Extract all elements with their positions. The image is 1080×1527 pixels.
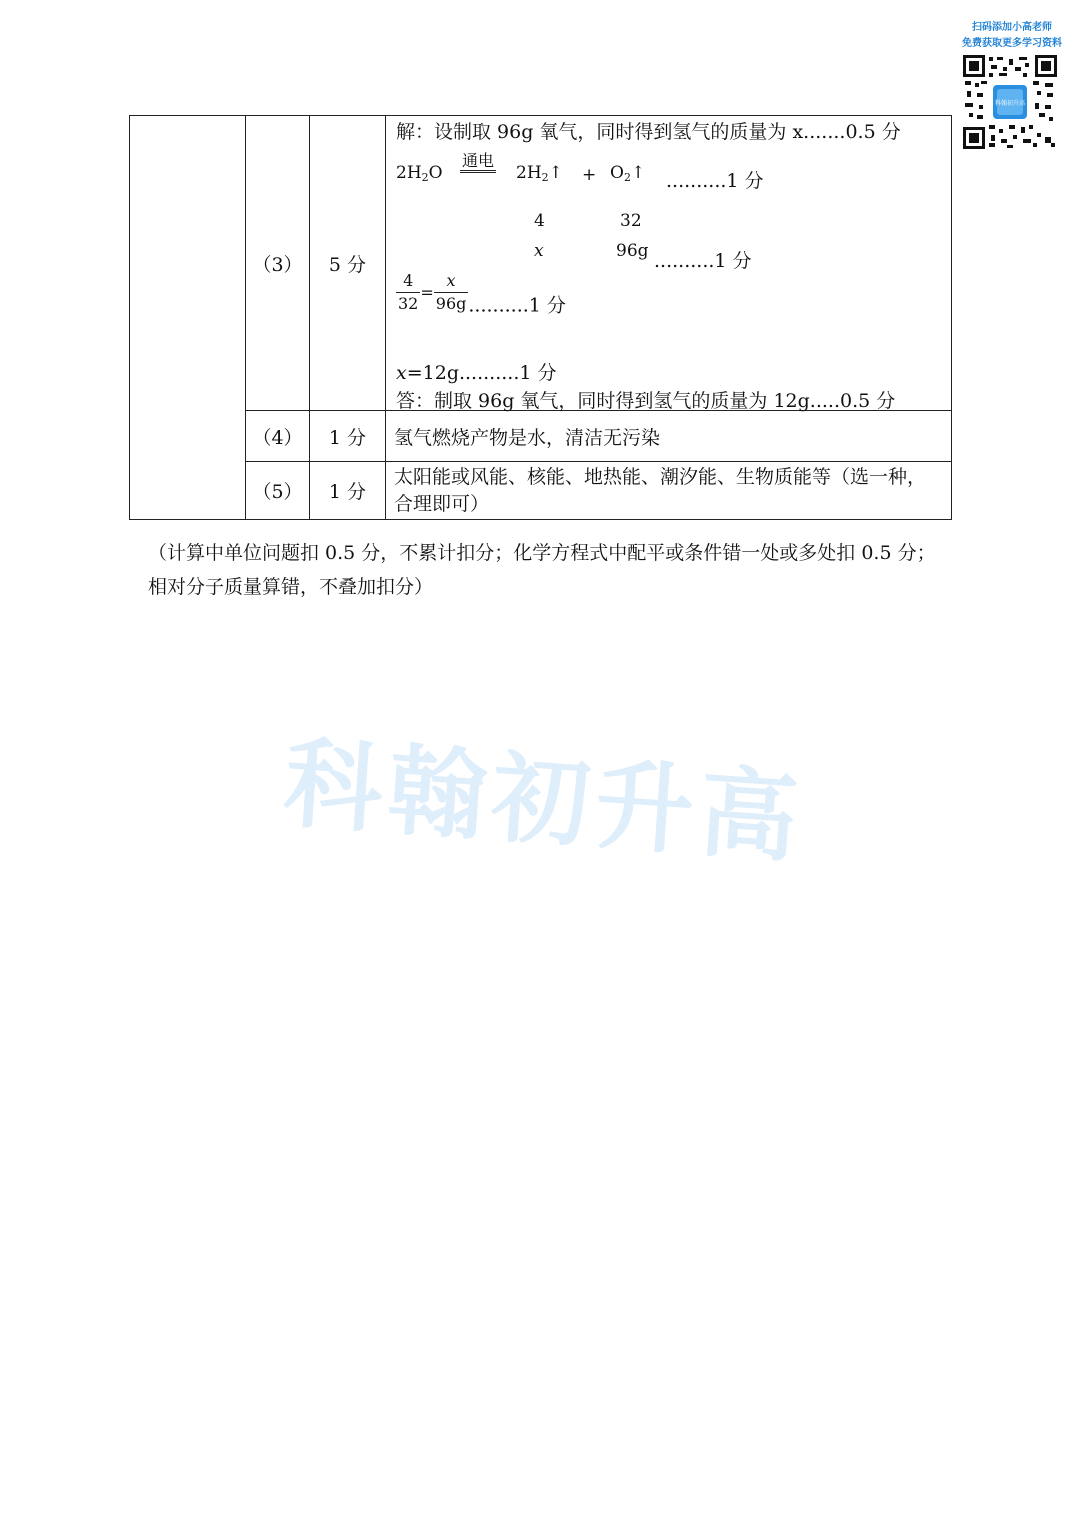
ratio-points: ..........1 分 [654,250,752,272]
scoring-note: （计算中单位问题扣 0.5 分，不累计扣分；化学方程式中配平或条件错一处或多处扣 0.5 分；相对分子质量算错，不叠加扣分） [148,542,936,598]
question-cell [130,116,246,520]
reactant-o: O [428,163,443,183]
table-row [130,462,952,520]
var-o2: 96g [616,241,649,261]
qr-code-image [963,55,1057,149]
fraction1-numerator: 4 [396,270,420,293]
result-line [396,358,557,385]
table-row [130,116,952,411]
equation-points: ..........1 分 [666,170,764,192]
answer-line: 答：制取 96g 氧气，同时得到氢气的质量为 12g.....0.5 分 [396,390,896,412]
mass-h2: 4 [534,211,545,231]
qr-caption [944,20,1080,52]
answer-table [129,115,952,520]
solution-cell [386,116,952,411]
fraction2-numerator: x [434,270,469,293]
fraction-masses [396,270,420,315]
fraction-unknowns [434,270,469,315]
subquestion-number: （3） [246,116,310,411]
equation-condition: 通电 [460,152,496,173]
table-row [130,411,952,462]
solution-intro: 解：设制取 96g 氧气，同时得到氢气的质量为 x.......0.5 分 [396,121,901,143]
proportion-equation [396,270,566,318]
reactant-sub: 2 [421,171,429,184]
equation-product-o2 [610,163,645,184]
equation-condition-arrow [460,149,496,173]
equation-product-h2 [516,163,563,184]
answer-text-cell: 太阳能或风能、核能、地热能、潮汐能、生物质能等（选一种，合理即可） [386,462,952,520]
var-h2: x [534,241,544,261]
mass-o2: 32 [620,211,642,231]
answer-text-cell: 氢气燃烧产物是水，清洁无污染 [386,411,952,462]
score-cell: 1 分 [310,462,386,520]
product2-arrow: ↑ [630,163,646,183]
qr-logo-text: 科翰初升高 [994,100,1026,107]
fraction2-denominator: 96g [435,294,467,313]
product2-sub: 2 [623,171,631,184]
reactant-h: 2H [396,163,422,183]
watermark: 科翰初升高 [280,726,808,877]
qr-caption-line2: 免费获取更多学习资料 [962,38,1062,49]
qr-caption-line1: 扫码添加小高老师 [972,22,1052,33]
subquestion-number: （4） [246,411,310,462]
subquestion-number: （5） [246,462,310,520]
equation-plus: + [582,165,597,185]
result-value: =12g..........1 分 [406,362,557,384]
product1-h: 2H [516,163,542,183]
equation-reactant [396,163,443,184]
score-cell: 5 分 [310,116,386,411]
product1-sub: 2 [541,171,549,184]
fraction1-denominator: 32 [398,294,419,313]
product1-arrow: ↑ [548,163,563,183]
solution-block [394,116,943,410]
fraction-points: ..........1 分 [468,294,566,317]
fraction-equals: = [420,283,434,302]
score-cell: 1 分 [310,411,386,462]
product2-o: O [610,163,624,183]
result-var: x [396,362,407,384]
